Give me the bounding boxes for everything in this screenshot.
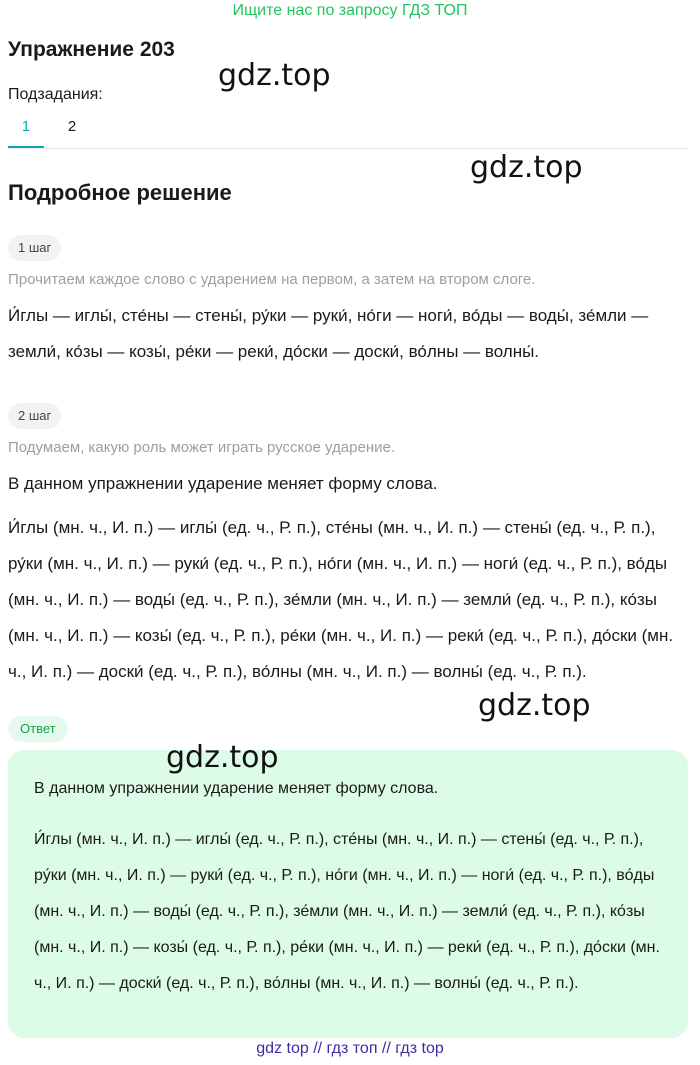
watermark: gdz.top (470, 150, 583, 185)
subtasks-label: Подзадания: (8, 86, 103, 103)
answer-badge: Ответ (8, 716, 68, 742)
solution-title: Подробное решение (8, 180, 232, 205)
step-text: И́глы (мн. ч., И. п.) — иглы́ (ед. ч., Р. п.), сте́ны (мн. ч., И. п.) — стены́ (ед. ч., Р. п.), ру́ки (мн. ч., И. п.) — руки́ (ед. ч., Р. п.), но́ги (мн. ч., И. п.) — ноги́ (ед. ч., Р. п.), во́ды (мн. ч., И. п.) — воды́ (ед. ч., Р. п.), зе́мли (мн. ч., И. п.) — земли́ (ед. ч., Р. п.), ко́зы (мн. ч., И. п.) — козы́ (ед. ч., Р. п.), ре́ки (мн. ч., И. п.) — реки́ (ед. ч., Р. п.), до́ски (мн. ч., И. п.) — доски́ (ед. ч., Р. п.), во́лны (мн. ч., И. п.) — волны́ (ед. ч., Р. п.). (8, 518, 674, 681)
footer-links[interactable]: gdz top // гдз топ // гдз top (256, 1040, 444, 1057)
step-text: И́глы — иглы́, сте́ны — стены́, ру́ки — руки́, но́ги — ноги́, во́ды — воды́, зе́мли — земли́, ко́зы — козы́, ре́ки — реки́, до́ски — доски́, во́лны — волны́. (8, 306, 649, 361)
step-hint: Прочитаем каждое слово с ударением на первом, а затем на втором слоге. (8, 271, 536, 288)
answer-summary: В данном упражнении ударение меняет форму слова. (34, 780, 439, 797)
answer-box (8, 750, 688, 1038)
watermark: gdz.top (166, 740, 279, 775)
exercise-title: Упражнение 203 (8, 38, 175, 61)
step-hint: Подумаем, какую роль может играть русское ударение. (8, 439, 395, 456)
search-banner: Ищите нас по запросу ГДЗ ТОП (232, 2, 468, 19)
step-text: В данном упражнении ударение меняет форму слова. (8, 474, 438, 493)
tab-subtask-1[interactable]: 1 (8, 112, 44, 148)
subtask-tabs (8, 112, 688, 149)
step-badge: 2 шаг (8, 403, 61, 429)
step-badge: 1 шаг (8, 235, 61, 261)
answer-text: И́глы (мн. ч., И. п.) — иглы́ (ед. ч., Р. п.), сте́ны (мн. ч., И. п.) — стены́ (ед. ч., Р. п.), ру́ки (мн. ч., И. п.) — руки́ (ед. ч., Р. п.), но́ги (мн. ч., И. п.) — ноги́ (ед. ч., Р. п.), во́ды (мн. ч., И. п.) — воды́ (ед. ч., Р. п.), зе́мли (мн. ч., И. п.) — земли́ (ед. ч., Р. п.), ко́зы (мн. ч., И. п.) — козы́ (ед. ч., Р. п.), ре́ки (мн. ч., И. п.) — реки́ (ед. ч., Р. п.), до́ски (мн. ч., И. п.) — доски́ (ед. ч., Р. п.), во́лны (мн. ч., И. п.) — волны́ (ед. ч., Р. п.). (34, 831, 660, 992)
watermark: gdz.top (218, 58, 331, 93)
tab-subtask-2[interactable]: 2 (67, 118, 77, 135)
watermark: gdz.top (478, 688, 591, 723)
